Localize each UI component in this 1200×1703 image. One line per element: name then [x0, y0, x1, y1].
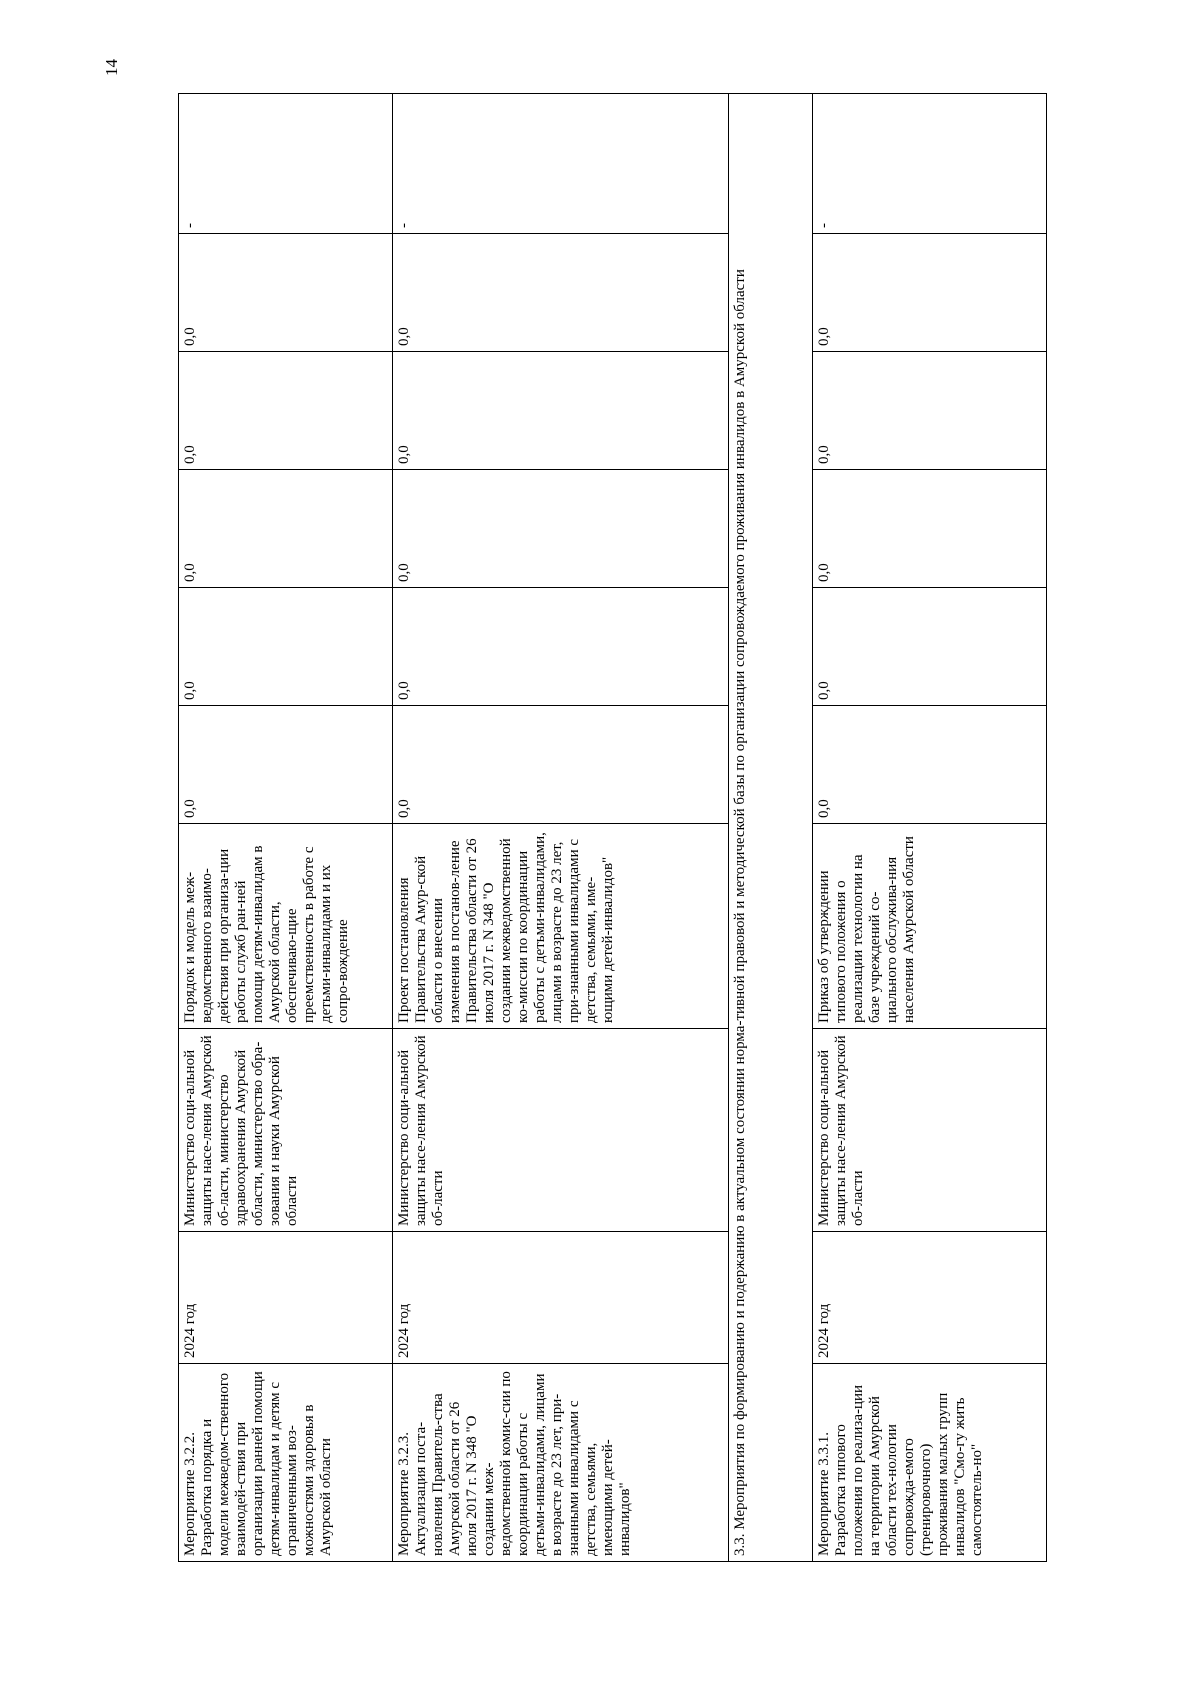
value-cell: 0,0 — [813, 588, 1047, 706]
value-cell: 0,0 — [813, 352, 1047, 470]
period-cell: 2024 год — [179, 1232, 393, 1364]
table-row — [179, 94, 393, 1562]
value-cell: 0,0 — [393, 352, 729, 470]
section-row — [729, 94, 813, 1562]
value-cell: 0,0 — [393, 588, 729, 706]
value-cell: 0,0 — [179, 588, 393, 706]
value-cell: 0,0 — [393, 234, 729, 352]
event-cell: Мероприятие 3.2.2. Разработка порядка и модели межведом-ственного взаимодей-ствия при организации ранней помощи детям-инвалидам и детям с ограниченными воз-можностями здоровья в Амурской области — [179, 1364, 393, 1562]
period-cell: 2024 год — [393, 1232, 729, 1364]
executor-cell: Министерство соци-альной защиты насе-ления Амурской об-ласти, министерство здравоохранения Амурской области, министерство обра-зования и науки Амурской области — [179, 1029, 393, 1232]
executor-cell: Министерство соци-альной защиты насе-ления Амурской об-ласти — [813, 1029, 1047, 1232]
event-cell: Мероприятие 3.2.3. Актуализация поста-новления Правитель-ства Амурской области от 26 июля 2017 г. N 348 "О создании меж-ведомственной комис-сии по координации работы с детьми-инвалидами, лицами в возрасте до 23 лет, при-знанными инвалидами с детства, семьями, имеющими детей-инвалидов" — [393, 1364, 729, 1562]
value-cell: - — [813, 94, 1047, 234]
value-cell: - — [179, 94, 393, 234]
value-cell: 0,0 — [813, 470, 1047, 588]
section-heading: 3.3. Мероприятия по формированию и подержанию в актуальном состоянии норма-тивной правовой и методической базы по организации сопровождаемого проживания инвалидов в Амурской области — [729, 94, 813, 1562]
result-cell: Приказ об утверждении типового положения о реализации технологии на базе учреждений со-циального обслужива-ния населения Амурской области — [813, 824, 1047, 1029]
value-cell: 0,0 — [179, 352, 393, 470]
page-number: 14 — [102, 59, 121, 76]
executor-cell: Министерство соци-альной защиты насе-ления Амурской об-ласти — [393, 1029, 729, 1232]
table-row — [393, 94, 729, 1562]
value-cell: 0,0 — [179, 706, 393, 824]
value-cell: 0,0 — [179, 234, 393, 352]
measures-table — [178, 93, 1047, 1562]
rotated-table-wrapper — [178, 94, 1046, 1562]
period-cell: 2024 год — [813, 1232, 1047, 1364]
result-cell: Порядок и модель меж-ведомственного взаимо-действия при организа-ции работы служб ран-ней помощи детям-инвалидам в Амурской области, обеспечиваю-щие преемственность в работе с детьми-инвалидами и их сопро-вождение — [179, 824, 393, 1029]
value-cell: 0,0 — [179, 470, 393, 588]
value-cell: 0,0 — [393, 706, 729, 824]
value-cell: 0,0 — [393, 470, 729, 588]
result-cell: Проект постановления Правительства Амур-ской области о внесении изменения в постанов-ление Правительства области от 26 июля 2017 г. N 348 "О создании межведомственной ко-миссии по координации работы с детьми-инвалидами, лицами в возрасте до 23 лет, при-знанными инвалидами с детства, семьями, име-ющими детей-инвалидов" — [393, 824, 729, 1029]
value-cell: 0,0 — [813, 706, 1047, 824]
event-cell: Мероприятие 3.3.1. Разработка типового положения по реализа-ции на территории Амурской области тех-нологии сопровожда-емого (тренировочного) проживания малых групп инвалидов "Смо-гу жить самостоятель-но" — [813, 1364, 1047, 1562]
value-cell: 0,0 — [813, 234, 1047, 352]
value-cell: - — [393, 94, 729, 234]
table-row — [813, 94, 1047, 1562]
